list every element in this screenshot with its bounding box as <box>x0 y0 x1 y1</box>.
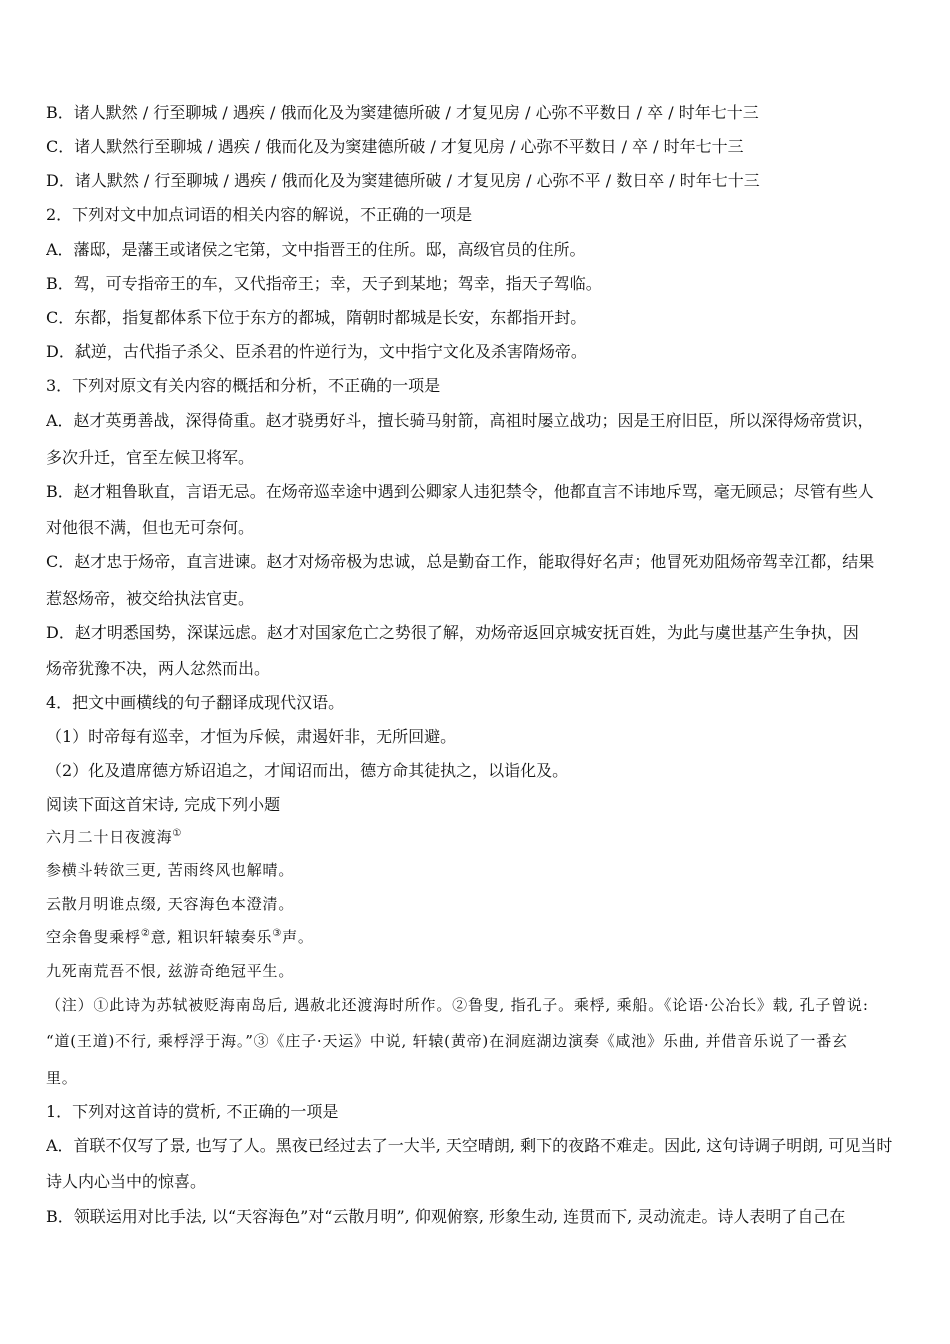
question-4-stem: 4．把文中画横线的句子翻译成现代汉语。 <box>46 693 345 712</box>
poem-note-line1: （注）①此诗为苏轼被贬海南岛后, 遇赦北还渡海时所作。②鲁叟, 指孔子。乘桴, 乘船。《论语·公冶长》载, 孔子曾说: <box>46 996 869 1014</box>
poem-note-line2: “道(王道)不行, 乘桴浮于海。”③《庄子·天运》中说, 轩辕(黄帝)在洞庭湖边演奏《咸池》乐曲, 并借音乐说了一番玄 <box>46 1032 848 1050</box>
q3-option-a-line1: A．赵才英勇善战，深得倚重。赵才骁勇好斗，擅长骑马射箭，高祖时屡立战功；因是王府旧臣，所以深得炀帝赏识， <box>46 411 874 430</box>
q2-option-b: B．驾，可专指帝王的车，又代指帝王；幸，天子到某地；驾幸，指天子驾临。 <box>46 274 602 293</box>
poem-q1-option-b-line1: B．领联运用对比手法, 以“天容海色”对“云散月明”, 仰观俯察, 形象生动, 连贯而下, 灵动流走。诗人表明了自己在 <box>46 1207 846 1226</box>
option-c-punctuation: C．诸人默然行至聊城 / 遇疾 / 俄而化及为窦建德所破 / 才复见房 / 心弥不平数日 / 卒 / 时年七十三 <box>46 137 744 156</box>
poem-note-line3: 里。 <box>46 1069 78 1087</box>
q2-option-d: D．弑逆，古代指子杀父、臣杀君的忤逆行为，文中指宁文化及杀害隋炀帝。 <box>46 342 587 361</box>
q4-sentence-1: （1）时帝每有巡幸，才恒为斥候，肃遏奸非，无所回避。 <box>46 727 457 746</box>
poem-line-3-part-c: 声。 <box>282 928 314 946</box>
question-2-stem: 2．下列对文中加点词语的相关内容的解说，不正确的一项是 <box>46 205 473 224</box>
question-3-stem: 3．下列对原文有关内容的概括和分析，不正确的一项是 <box>46 376 441 395</box>
q3-option-c-line1: C．赵才忠于炀帝，直言进谏。赵才对炀帝极为忠诚，总是勤奋工作，能取得好名声；他冒死劝阻炀帝驾幸江都，结果 <box>46 552 875 571</box>
q2-option-c: C．东都，指复都体系下位于东方的都城，隋朝时都城是长安，东都指开封。 <box>46 308 587 327</box>
poem-line-1: 参横斗转欲三更, 苦雨终风也解晴。 <box>46 861 295 879</box>
poem-line-3 <box>46 927 906 947</box>
poem-title <box>46 827 906 847</box>
poem-title-note-mark: ① <box>172 828 183 839</box>
poem-line-3-part-b: 意, 粗识轩辕奏乐 <box>150 928 273 946</box>
poem-title-text: 六月二十日夜渡海 <box>46 828 173 846</box>
poem-q1-option-a-line2: 诗人内心当中的惊喜。 <box>46 1172 207 1191</box>
poem-line-2: 云散月明谁点缀, 天容海色本澄清。 <box>46 895 295 913</box>
poem-note-mark-2: ② <box>140 928 151 939</box>
q3-option-c-line2: 惹怒炀帝，被交给执法官吏。 <box>46 589 255 608</box>
q3-option-d-line1: D．赵才明悉国势，深谋远虑。赵才对国家危亡之势很了解，劝炀帝返回京城安抚百姓，为此与虞世基产生争执，因 <box>46 623 859 642</box>
option-d-punctuation: D．诸人默然 / 行至聊城 / 遇疾 / 俄而化及为窦建德所破 / 才复见房 / 心弥不平 / 数日卒 / 时年七十三 <box>46 171 760 190</box>
poem-q1-option-a-line1: A．首联不仅写了景, 也写了人。黑夜已经过去了一大半, 天空晴朗, 剩下的夜路不难走。因此, 这句诗调子明朗, 可见当时 <box>46 1136 893 1155</box>
q3-option-b-line2: 对他很不满，但也无可奈何。 <box>46 518 255 537</box>
q3-option-a-line2: 多次升迁，官至左候卫将军。 <box>46 448 255 467</box>
q2-option-a: A．藩邸，是藩王或诸侯之宅第，文中指晋王的住所。邸，高级官员的住所。 <box>46 240 586 259</box>
poem-question-1-stem: 1．下列对这首诗的赏析, 不正确的一项是 <box>46 1102 339 1121</box>
poem-instruction: 阅读下面这首宋诗, 完成下列小题 <box>46 795 281 814</box>
q3-option-b-line1: B．赵才粗鲁耿直，言语无忌。在炀帝巡幸途中遇到公卿家人违犯禁令，他都直言不讳地斥骂，毫无顾忌；尽管有些人 <box>46 482 874 501</box>
poem-line-4: 九死南荒吾不恨, 兹游奇绝冠平生。 <box>46 962 295 980</box>
poem-note-mark-3: ③ <box>272 928 283 939</box>
q3-option-d-line2: 炀帝犹豫不决，两人忿然而出。 <box>46 659 271 678</box>
poem-line-3-part-a: 空余鲁叟乘桴 <box>46 928 141 946</box>
option-b-punctuation: B．诸人默然 / 行至聊城 / 遇疾 / 俄而化及为窦建德所破 / 才复见房 / 心弥不平数日 / 卒 / 时年七十三 <box>46 103 759 122</box>
q4-sentence-2: （2）化及遣席德方矫诏追之，才闻诏而出，德方命其徒执之，以诣化及。 <box>46 761 569 780</box>
